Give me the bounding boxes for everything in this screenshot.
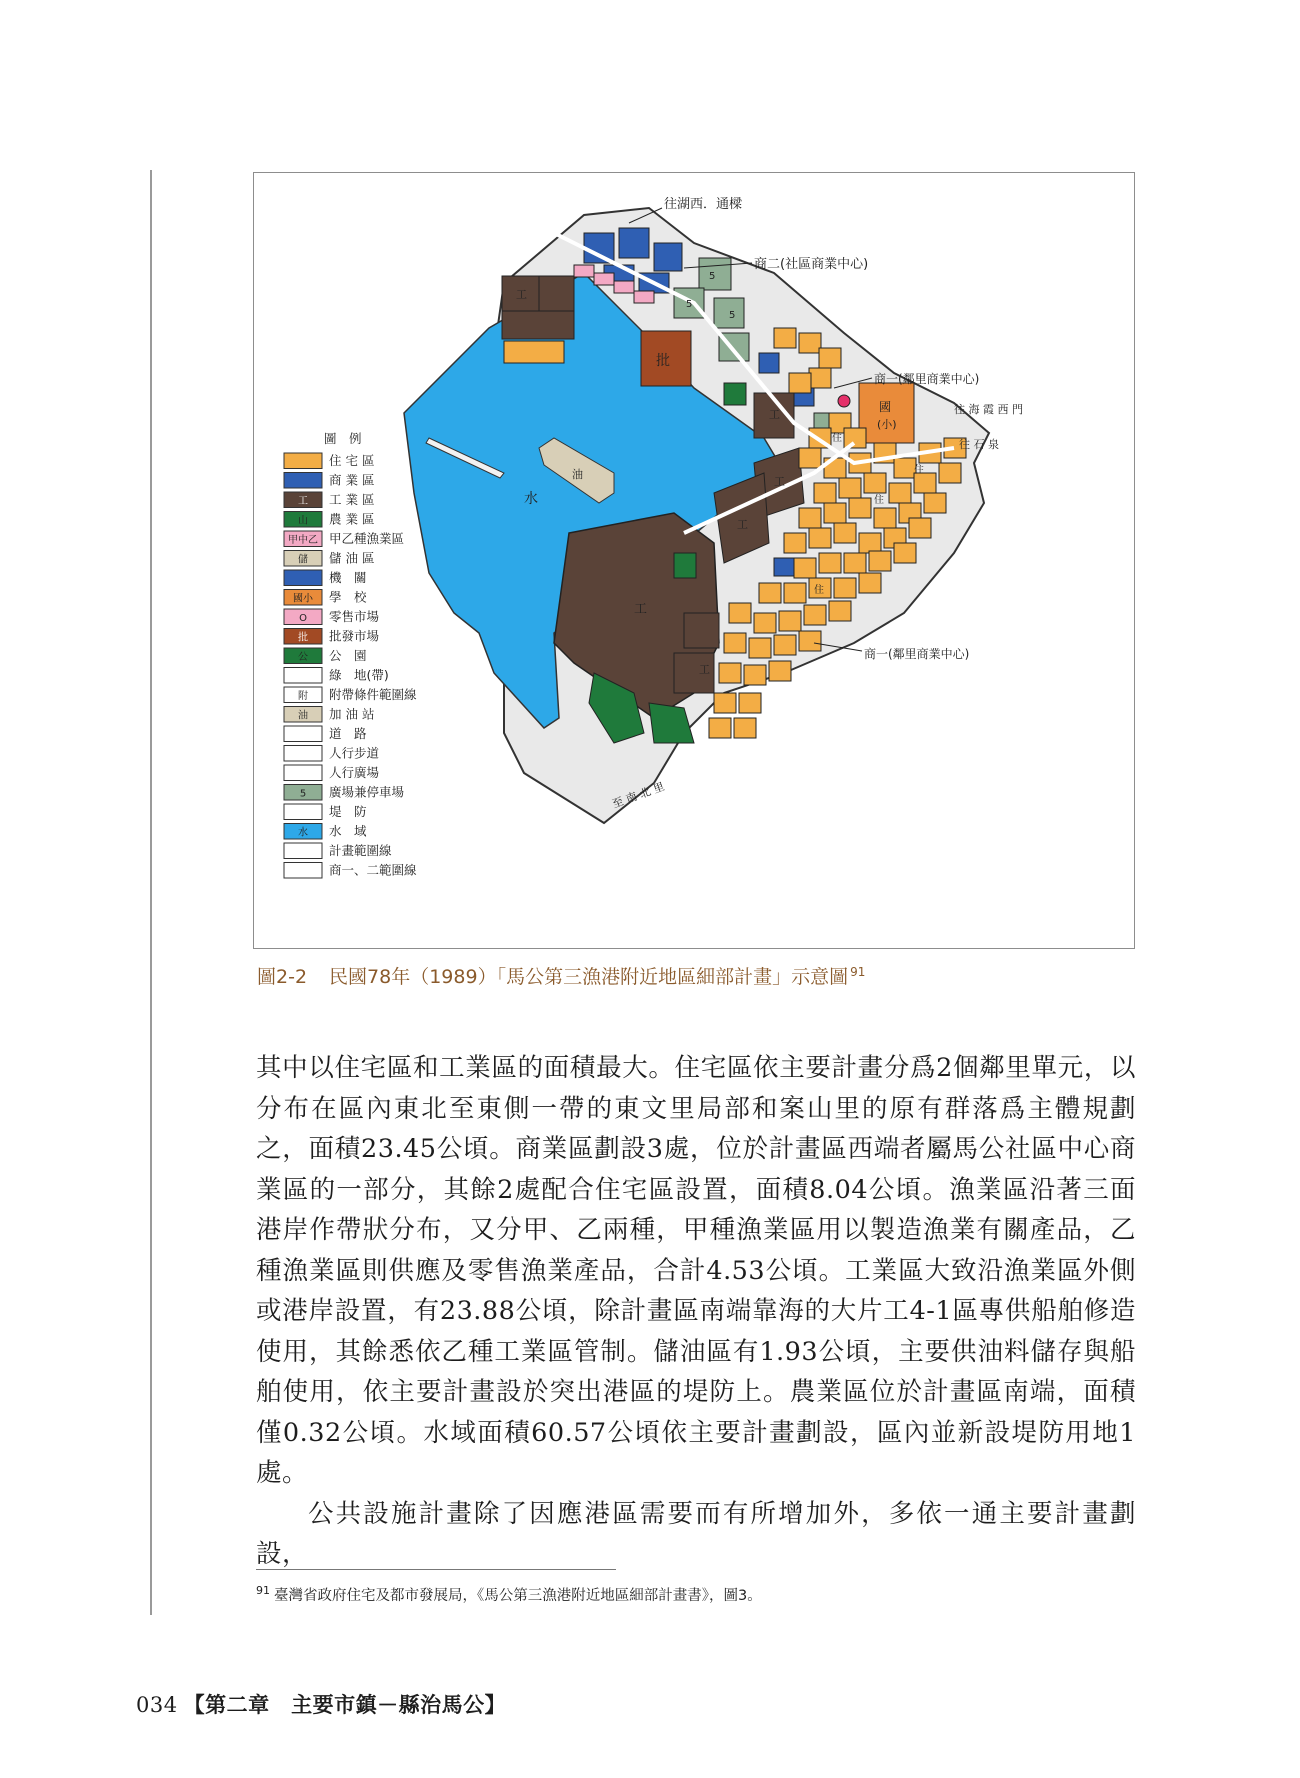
legend-swatch: [284, 765, 322, 781]
legend-swatch-label: 甲中乙: [288, 535, 318, 546]
legend-title: 圖 例: [324, 431, 362, 446]
legend-swatch: [284, 668, 322, 684]
residential-block: [809, 528, 831, 548]
residential-block: [849, 498, 871, 518]
legend-item-label: 計畫範圍線: [329, 843, 392, 858]
caption-label: 圖2-2: [257, 966, 308, 988]
residential-block: [774, 328, 796, 348]
label-zhu-1: 住: [832, 433, 842, 444]
residential-block: [799, 448, 821, 468]
legend-swatch-label: 油: [298, 710, 308, 722]
margin-rule: [150, 170, 152, 1615]
label-south: 至 南 北 里: [610, 779, 667, 811]
legend-swatch: [284, 863, 322, 879]
residential-block: [734, 718, 756, 738]
label-shang-yi-bottom: 商一(鄰里商業中心): [864, 647, 970, 661]
label-gong-main: 工: [634, 602, 648, 617]
residential-block: [799, 333, 821, 353]
residential-block: [814, 483, 836, 503]
legend-item-label: 水 域: [329, 823, 367, 839]
residential-block: [794, 558, 816, 578]
legend-swatch: [284, 804, 322, 820]
legend-item-label: 住 宅 區: [329, 453, 375, 468]
residential-block: [804, 605, 826, 625]
figure-caption: [257, 962, 865, 989]
residential-block: [759, 583, 781, 603]
legend-item-label: 批發市場: [329, 628, 380, 644]
residential-block: [874, 508, 896, 528]
legend-item-label: 機 關: [329, 570, 367, 585]
residential-block: [739, 693, 761, 713]
legend-swatch: [284, 473, 322, 489]
residential-block: [839, 478, 861, 498]
residential-block: [859, 533, 881, 553]
residential-block: [714, 693, 736, 713]
legend-swatch-label: 批: [298, 632, 308, 644]
legend-swatch-label: 5: [299, 788, 307, 800]
legend-swatch-label: 國小: [293, 593, 313, 605]
legend-item-label: 甲乙種漁業區: [329, 531, 405, 546]
legend-item-label: 堤 防: [329, 804, 367, 819]
legend-item-label: 廣場兼停車場: [329, 784, 405, 800]
legend-swatch: [284, 570, 322, 586]
residential-block: [749, 638, 771, 658]
residential-block: [779, 611, 801, 631]
residential-block: [809, 368, 831, 388]
legend-item-label: 公 園: [329, 648, 367, 663]
legend-item-label: 附帶條件範圍線: [329, 687, 417, 702]
footnote-rule: [256, 1569, 616, 1570]
label-zhu-2: 住: [874, 495, 884, 506]
residential-block: [859, 573, 881, 593]
residential-block: [834, 578, 856, 598]
legend-swatch-label: O: [299, 613, 307, 624]
label-top: 往湖西．通樑: [664, 197, 743, 212]
label-shang-yi-top: 商一(鄰里商業中心): [874, 372, 980, 386]
residential-block: [909, 518, 931, 538]
plan-map: [254, 173, 1134, 948]
residential-block: [894, 458, 916, 478]
legend-swatch-label: 水: [298, 827, 308, 839]
figure-map: [253, 172, 1135, 949]
residential-block: [844, 428, 866, 448]
footnote-text: 臺灣省政府住宅及都市發展局，《馬公第三漁港附近地區細部計畫書》，圖3。: [274, 1588, 762, 1604]
legend-item-label: 工 業 區: [329, 492, 375, 507]
page-number: 034: [136, 1693, 178, 1717]
label-zhu-4: 住: [914, 465, 924, 476]
residential-block: [774, 635, 796, 655]
residential-block: [819, 553, 841, 573]
residential-block: [754, 613, 776, 633]
label-gong-east-2: 工: [774, 475, 785, 488]
legend-swatch-label: 附: [298, 691, 308, 702]
residential-block: [789, 373, 811, 393]
residential-block: [864, 473, 886, 493]
legend-item-label: 農 業 區: [329, 511, 375, 527]
label-five-3: 5: [729, 310, 736, 321]
label-gong-north: 工: [516, 288, 527, 301]
residential-block: [719, 663, 741, 683]
label-gong-south: 工: [699, 663, 710, 676]
label-five-2: 5: [686, 299, 693, 310]
legend-swatch-label: 公: [298, 652, 308, 663]
legend-swatch: [284, 843, 322, 859]
residential-block: [784, 533, 806, 553]
residential-block: [844, 553, 866, 573]
residential-block: [939, 463, 961, 483]
label-xiao: (小): [877, 418, 897, 431]
paragraph-2: 公共設施計畫除了因應港區需要而有所增加外，多依一通主要計畫劃設，: [256, 1498, 1136, 1569]
residential-block: [869, 551, 891, 571]
caption-title: 民國78年（1989）「馬公第三漁港附近地區細部計畫」示意圖: [329, 966, 849, 988]
label-shang-er: 商二(社區商業中心): [754, 257, 869, 272]
label-zhu-3: 住: [814, 585, 824, 596]
legend-item-label: 加 油 站: [329, 706, 375, 722]
legend-item-label: 人行步道: [329, 745, 380, 761]
legend-swatch: [284, 453, 322, 469]
footnote-number: 91: [256, 1584, 270, 1598]
residential-block: [834, 523, 856, 543]
legend-swatch-label: 山: [298, 515, 308, 527]
label-east-1: 往 海 霞 西 門: [954, 403, 1023, 416]
label-gong-east-3: 工: [737, 518, 748, 531]
legend-item-label: 商一、二範圍線: [329, 862, 417, 878]
legend-swatch: [284, 726, 322, 742]
residential-block: [924, 493, 946, 513]
legend-item-label: 學 校: [329, 589, 367, 605]
residential-block: [769, 661, 791, 681]
residential-block: [819, 348, 841, 368]
label-east-2: 往 石 泉: [959, 438, 999, 451]
residential-block: [744, 665, 766, 685]
label-gong-east: 工: [769, 408, 780, 421]
residential-block: [799, 508, 821, 528]
label-water: 水: [524, 491, 538, 507]
label-five-1: 5: [709, 271, 716, 282]
legend-item-label: 道 路: [329, 726, 367, 741]
running-chapter: 【第二章 主要市鎮－縣治馬公】: [183, 1692, 507, 1717]
map-legend: [284, 431, 417, 878]
legend-item-label: 零售市場: [329, 609, 380, 624]
page-folio: [136, 1689, 506, 1719]
legend-item-label: 儲 油 區: [329, 550, 375, 566]
residential-block: [709, 718, 731, 738]
legend-swatch-label: 工: [298, 496, 308, 507]
caption-footnote-ref: 91: [850, 964, 866, 979]
residential-block: [724, 633, 746, 653]
body-text: [256, 1048, 1136, 1575]
paragraph-1: 其中以住宅區和工業區的面積最大。住宅區依主要計畫分爲2個鄰里單元，以分布在區內東北至東側一帶的東文里局部和案山里的原有群落爲主體規劃之，面積23.45公頃。商業區劃設3處，位於計畫區西端者屬馬公社區中心商業區的一部分，其餘2處配合住宅區設置，面積8.04公頃。漁業區沿著三面港岸作帶狀分布，又分甲、乙兩種，甲種漁業區用以製造漁業有關產品，乙種漁業區則供應及零售漁業產品，合計4.53公頃。工業區大致沿漁業區外側或港岸設置，有23.88公頃，除計畫區南端靠海的大片工4-1區專供船舶修造使用，其餘悉依乙種工業區管制。儲油區有1.93公頃，主要供油料儲存與船舶使用，依主要計畫設於突出港區的堤防上。農業區位於計畫區南端，面積僅0.32公頃。水域面積60.57公頃依主要計畫劃設，區內並新設堤防用地1處。: [256, 1053, 1136, 1488]
legend-item-label: 商 業 區: [329, 472, 375, 488]
legend-swatch: [284, 746, 322, 762]
label-guo: 國: [879, 400, 892, 414]
legend-item-label: 人行廣場: [329, 765, 380, 780]
residential-block: [889, 483, 911, 503]
legend-swatch-label: 儲: [298, 554, 308, 566]
residential-block: [784, 583, 806, 603]
footnote: [256, 1584, 762, 1605]
residential-block: [799, 631, 821, 651]
label-pi: 批: [656, 353, 670, 369]
legend-item-label: 綠 地(帶): [329, 667, 389, 683]
residential-block: [914, 473, 936, 493]
residential-block: [894, 543, 916, 563]
residential-block: [824, 503, 846, 523]
label-oil: 油: [572, 468, 583, 481]
residential-block: [729, 603, 751, 623]
residential-block: [829, 601, 851, 621]
